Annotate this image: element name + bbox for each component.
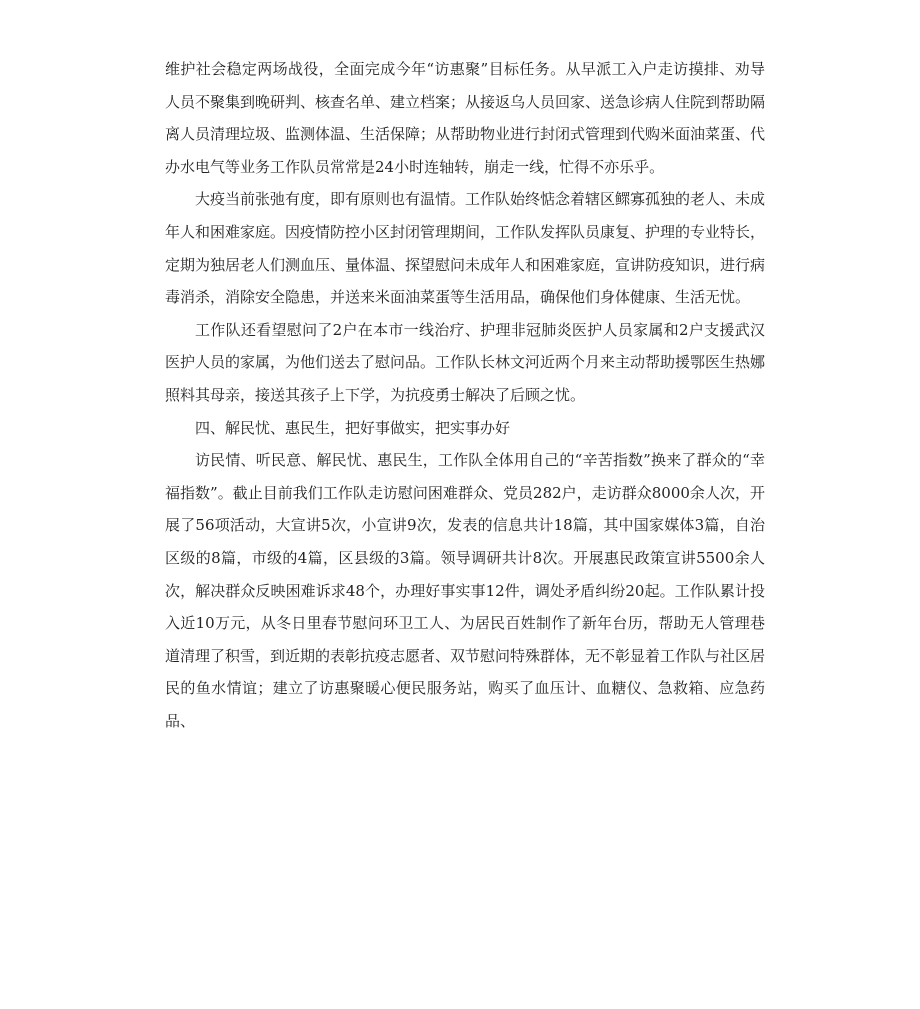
paragraph-1: 维护社会稳定两场战役，全面完成今年“访惠聚”目标任务。从早派工入户走访摸排、劝导人员不聚集到晚研判、核查名单、建立档案；从接返乌人员回家、送急诊病人住院到帮助隔离人员清理垃圾、监测体温、生活保障；从帮助物业进行封闭式管理到代购米面油菜蛋、代办水电气等业务工作队员常常是24小时连轴转，崩走一线，忙得不亦乐乎。 bbox=[165, 60, 766, 176]
paragraph-2: 大疫当前张弛有度，即有原则也有温情。工作队始终惦念着辖区鳏寡孤独的老人、未成年人和困难家庭。因疫情防控小区封闭管理期间，工作队发挥队员康复、护理的专业特长，定期为独居老人们测血压、量体温、探望慰问未成年人和困难家庭，宣讲防疫知识，进行病毒消杀，消除安全隐患，并送来米面油菜蛋等生活用品，确保他们身体健康、生活无忧。 bbox=[165, 190, 766, 307]
section-heading: 四、解民忧、惠民生，把好事做实，把实事办好 bbox=[195, 418, 511, 437]
paragraph-3: 工作队还看望慰问了2户在本市一线治疗、护理非冠肺炎医护人员家属和2户支援武汉医护人员的家属，为他们送去了慰问品。工作队长林文河近两个月来主动帮助援鄂医生热娜照料其母亲，接送其孩子上下学，为抗疫勇士解决了后顾之忧。 bbox=[165, 320, 766, 404]
paragraph-4: 访民情、听民意、解民忧、惠民生，工作队全体用自己的“辛苦指数”换来了群众的“幸福指数”。截止目前我们工作队走访慰问困难群众、党员282户，走访群众8000余人次，开展了56项活动，大宣讲5次，小宣讲9次，发表的信息共计18篇，其中国家媒体3篇，自治区级的8篇，市级的4篇，区县级的3篇。领导调研共计8次。开展惠民政策宣讲5500余人次，解决群众反映困难诉求48个，办理好事实事12件，调处矛盾纠纷20起。工作队累计投入近10万元，从冬日里春节慰问环卫工人、为居民百姓制作了新年台历，帮助无人管理巷道清理了积雪，到近期的表彰抗疫志愿者、双节慰问特殊群体，无不彰显着工作队与社区居民的鱼水情谊；建立了访惠聚暖心便民服务站，购买了血压计、血糖仪、急救箱、应急药品、 bbox=[165, 451, 766, 730]
document-page bbox=[165, 53, 765, 737]
